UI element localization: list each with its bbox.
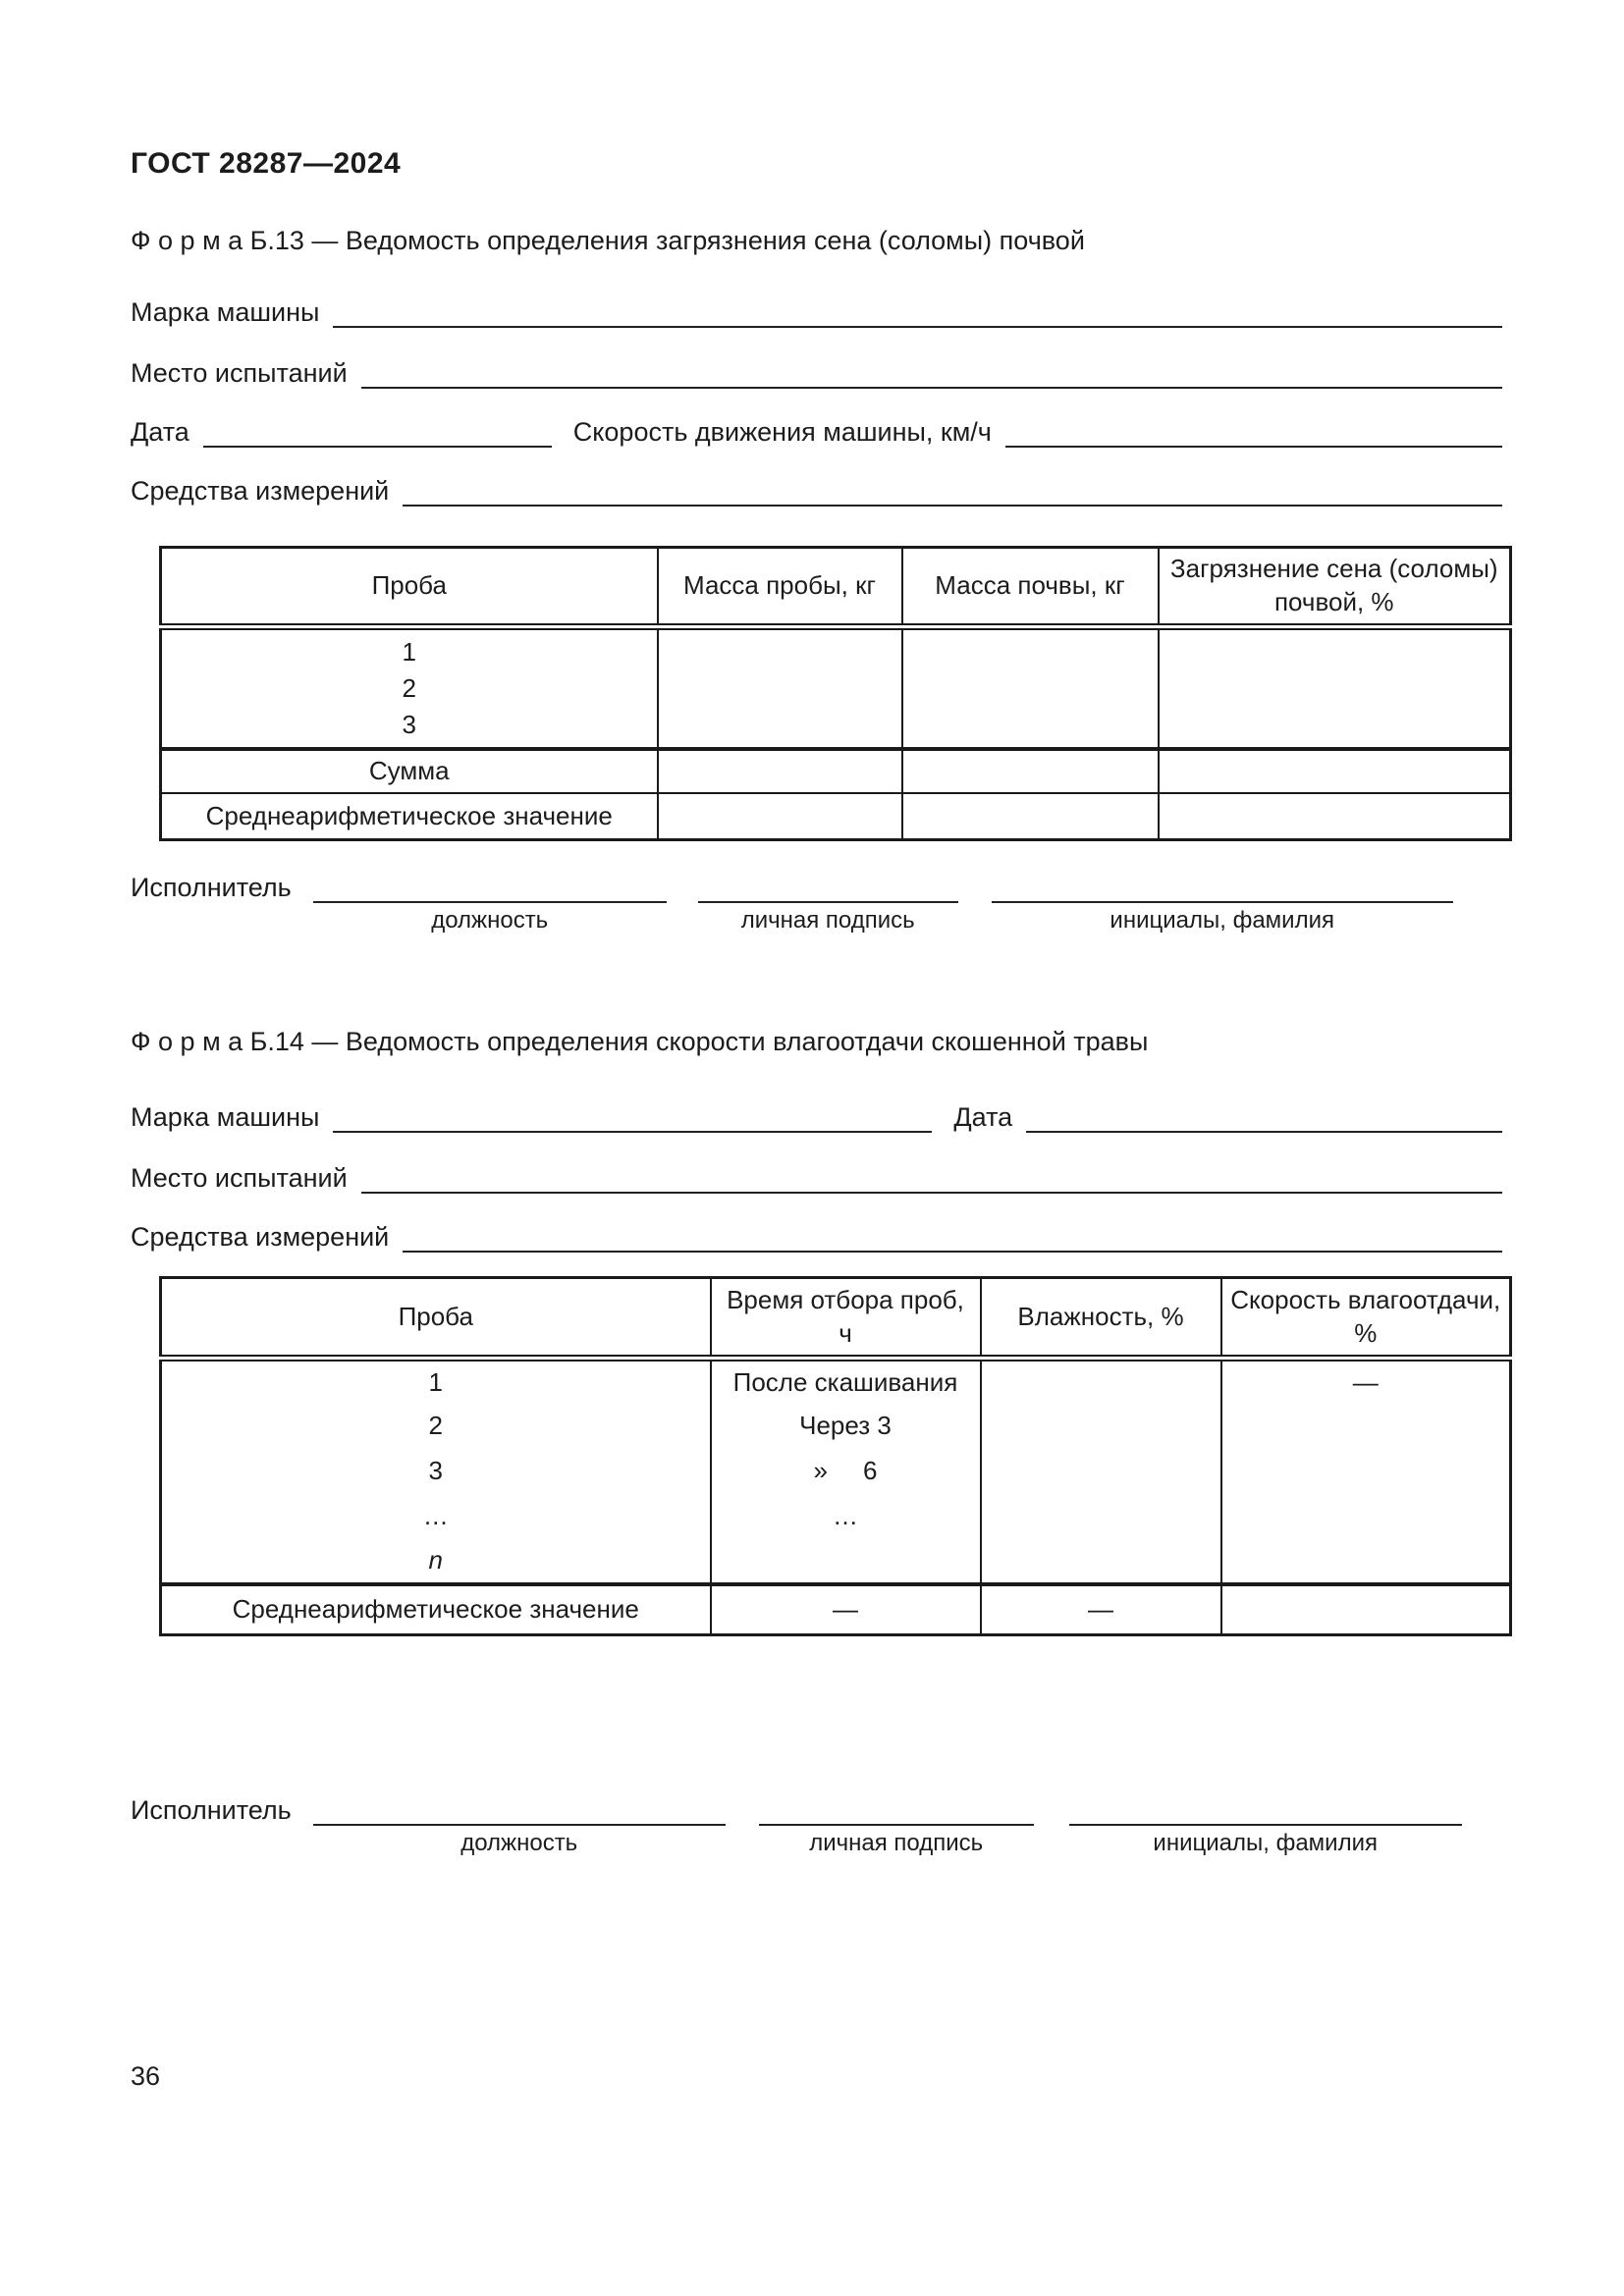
t2-r3-sample: 3 bbox=[161, 1449, 711, 1494]
position-blank-b13[interactable] bbox=[313, 870, 667, 903]
signature-block-b13 bbox=[131, 870, 1502, 934]
t2-r5-time[interactable] bbox=[711, 1539, 981, 1584]
date-label-b14: Дата bbox=[953, 1102, 1013, 1132]
table2-row-n bbox=[161, 1539, 1511, 1584]
t1-sample-numbers: 1 2 3 bbox=[161, 626, 658, 749]
form-b14-title: Ф о р м а Б.14 — Ведомость определения скорости влагоотдачи скошенной травы bbox=[131, 1027, 1149, 1056]
moisture-loss-table bbox=[159, 1276, 1512, 1636]
date-label: Дата bbox=[131, 417, 189, 447]
t2-r2-rate[interactable] bbox=[1221, 1404, 1511, 1449]
field-instruments-b14 bbox=[131, 1217, 1502, 1253]
instruments-blank-b14[interactable] bbox=[403, 1223, 1502, 1253]
test-place-blank-b14[interactable] bbox=[361, 1164, 1502, 1194]
t2-r4-rate[interactable] bbox=[1221, 1494, 1511, 1539]
field-instruments-b13 bbox=[131, 471, 1502, 507]
t2-mean-label: Среднеарифметическое значение bbox=[161, 1584, 711, 1635]
t2-r1-humidity[interactable] bbox=[981, 1359, 1221, 1404]
t1-mean-label: Среднеарифметическое значение bbox=[161, 793, 658, 840]
t2-r5-rate[interactable] bbox=[1221, 1539, 1511, 1584]
t2-r3-rate[interactable] bbox=[1221, 1449, 1511, 1494]
speed-blank[interactable] bbox=[1005, 418, 1502, 448]
field-test-place-b13 bbox=[131, 353, 1502, 389]
test-place-blank[interactable] bbox=[361, 359, 1502, 389]
name-caption-b14: инициалы, фамилия bbox=[1153, 1830, 1378, 1856]
name-blank-b14[interactable] bbox=[1069, 1792, 1462, 1826]
t2-r2-sample: 2 bbox=[161, 1404, 711, 1449]
t2-mean-rate[interactable] bbox=[1221, 1584, 1511, 1635]
t2-header-sample: Проба bbox=[161, 1278, 711, 1359]
table1-mean-row bbox=[161, 793, 1511, 840]
form-b13-title: Ф о р м а Б.13 — Ведомость определения загрязнения сена (соломы) почвой bbox=[131, 226, 1085, 255]
signature-caption-b13: личная подпись bbox=[740, 907, 915, 934]
executor-label-b13: Исполнитель bbox=[131, 873, 292, 902]
signature-blank-b13[interactable] bbox=[698, 870, 958, 903]
t2-r3-humidity[interactable] bbox=[981, 1449, 1221, 1494]
table2-row-1 bbox=[161, 1359, 1511, 1404]
t2-header-sampling-time: Время отбора проб, ч bbox=[711, 1278, 981, 1359]
t1-header-sample: Проба bbox=[161, 548, 658, 627]
date-blank-b14[interactable] bbox=[1026, 1103, 1502, 1133]
t1-mean-mass-cell[interactable] bbox=[658, 793, 902, 840]
position-blank-b14[interactable] bbox=[313, 1792, 726, 1826]
date-blank[interactable] bbox=[203, 418, 552, 448]
t2-r4-humidity[interactable] bbox=[981, 1494, 1221, 1539]
field-date-speed-b13 bbox=[131, 412, 1502, 448]
t1-sum-mass-cell[interactable] bbox=[658, 749, 902, 793]
t2-r4-sample: … bbox=[161, 1494, 711, 1539]
table2-row-ellipsis bbox=[161, 1494, 1511, 1539]
instruments-label-b14: Средства измерений bbox=[131, 1222, 390, 1252]
t1-soil-mass-cell[interactable] bbox=[902, 626, 1159, 749]
signature-caption-b14: личная подпись bbox=[809, 1830, 984, 1856]
page-number: 36 bbox=[131, 2061, 161, 2091]
field-machine-brand-b14 bbox=[131, 1097, 1502, 1133]
t2-r1-sample: 1 bbox=[161, 1359, 711, 1404]
t1-mean-contamination-cell[interactable] bbox=[1159, 793, 1511, 840]
signature-blank-b14[interactable] bbox=[759, 1792, 1034, 1826]
test-place-label-b14: Место испытаний bbox=[131, 1163, 348, 1193]
field-test-place-b14 bbox=[131, 1158, 1502, 1194]
t2-r5-sample: n bbox=[161, 1539, 711, 1584]
table2-row-3 bbox=[161, 1449, 1511, 1494]
field-machine-brand-b13 bbox=[131, 293, 1502, 328]
table1-header-row bbox=[161, 548, 1511, 627]
table2-row-2 bbox=[161, 1404, 1511, 1449]
machine-brand-blank[interactable] bbox=[333, 298, 1502, 328]
name-caption-b13: инициалы, фамилия bbox=[1110, 907, 1334, 934]
position-caption-b14: должность bbox=[460, 1830, 578, 1856]
t1-sum-label: Сумма bbox=[161, 749, 658, 793]
position-caption-b13: должность bbox=[431, 907, 549, 934]
contamination-table bbox=[159, 546, 1512, 841]
speed-label: Скорость движения машины, км/ч bbox=[572, 417, 992, 447]
t2-r2-humidity[interactable] bbox=[981, 1404, 1221, 1449]
machine-brand-label: Марка машины bbox=[131, 297, 320, 327]
table2-header-row bbox=[161, 1278, 1511, 1359]
t1-header-soil-mass: Масса почвы, кг bbox=[902, 548, 1159, 627]
t1-header-contamination: Загрязнение сена (соломы) почвой, % bbox=[1159, 548, 1511, 627]
t2-r1-rate: — bbox=[1221, 1359, 1511, 1404]
t1-mean-soil-cell[interactable] bbox=[902, 793, 1159, 840]
table2-mean-row bbox=[161, 1584, 1511, 1635]
t2-header-humidity: Влажность, % bbox=[981, 1278, 1221, 1359]
t2-r1-time: После скашивания bbox=[711, 1359, 981, 1404]
instruments-blank[interactable] bbox=[403, 477, 1502, 507]
t2-r5-humidity[interactable] bbox=[981, 1539, 1221, 1584]
signature-block-b14 bbox=[131, 1792, 1502, 1857]
executor-label-b14: Исполнитель bbox=[131, 1795, 292, 1825]
test-place-label: Место испытаний bbox=[131, 358, 348, 388]
t1-sum-soil-cell[interactable] bbox=[902, 749, 1159, 793]
t1-contamination-cell[interactable] bbox=[1159, 626, 1511, 749]
t2-mean-time: — bbox=[711, 1584, 981, 1635]
machine-brand-label-b14: Марка машины bbox=[131, 1102, 320, 1132]
table1-samples-row bbox=[161, 626, 1511, 749]
t1-header-sample-mass: Масса пробы, кг bbox=[658, 548, 902, 627]
name-blank-b13[interactable] bbox=[992, 870, 1453, 903]
t2-mean-humidity: — bbox=[981, 1584, 1221, 1635]
t1-sum-contamination-cell[interactable] bbox=[1159, 749, 1511, 793]
t2-r2-time: Через 3 bbox=[711, 1404, 981, 1449]
t1-sample-mass-cell[interactable] bbox=[658, 626, 902, 749]
standard-number: ГОСТ 28287—2024 bbox=[131, 147, 402, 180]
t2-header-moisture-rate: Скорость влагоотдачи, % bbox=[1221, 1278, 1511, 1359]
machine-brand-blank-b14[interactable] bbox=[333, 1103, 932, 1133]
t2-r4-time: … bbox=[711, 1494, 981, 1539]
table1-sum-row bbox=[161, 749, 1511, 793]
instruments-label: Средства измерений bbox=[131, 476, 390, 506]
t2-r3-time: » 6 bbox=[711, 1449, 981, 1494]
